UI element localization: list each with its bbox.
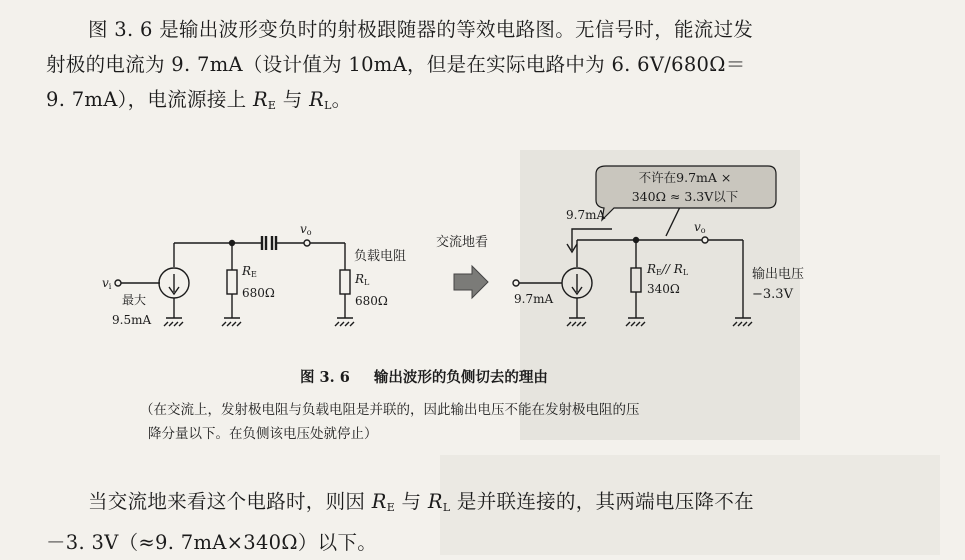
load-resistor-label: 负载电阻 — [354, 249, 407, 264]
text-run: 。 — [331, 88, 352, 111]
paragraph-2-line-2: －3. 3V（≈9. 7mA×340Ω）以下。 — [46, 531, 378, 554]
caption-title: 输出波形的负侧切去的理由 — [373, 369, 548, 386]
text-run: 9. 7mA），电流源接上 — [46, 88, 253, 111]
paragraph-2-line-1 — [46, 484, 926, 525]
re-subscript: E — [267, 99, 277, 112]
re-resistor — [227, 270, 237, 294]
vi-symbol: v — [102, 276, 109, 290]
rl-subscript: L — [364, 278, 370, 287]
vi-label — [102, 276, 111, 294]
output-voltage-label: 输出电压 — [752, 267, 805, 282]
caption-note — [140, 398, 800, 446]
rl-subscript: L — [324, 99, 332, 112]
rl-subscript: L — [682, 268, 689, 277]
output-terminal-left — [304, 240, 310, 246]
paragraph-1-line-1: 图 3. 6 是输出波形变负时的射极跟随器的等效电路图。无信号时，能流过发 — [88, 18, 754, 41]
coupling-capacitor — [262, 236, 276, 250]
re-label — [242, 264, 257, 282]
re-symbol: R — [242, 264, 252, 278]
callout-text — [600, 168, 770, 206]
re-value: 680Ω — [242, 286, 275, 300]
current-top-label: 9.7mA — [566, 208, 606, 222]
input-terminal — [115, 280, 121, 286]
parallel-value: 340Ω — [647, 282, 680, 296]
vo-label-left — [300, 222, 312, 240]
ground-symbol — [164, 318, 183, 326]
vo-symbol: v — [300, 222, 307, 236]
vo-subscript: o — [306, 228, 312, 237]
vo-symbol: v — [694, 220, 701, 234]
re-subscript: E — [386, 501, 396, 514]
paragraph-2 — [46, 484, 926, 560]
source-max-value: 9.5mA — [112, 313, 152, 327]
text-run: 是并联连接的，其两端电压降不在 — [450, 490, 754, 513]
rl-resistor — [340, 270, 350, 294]
callout-line-2: 340Ω ≈ 3.3V以下 — [631, 189, 739, 204]
ground-symbol — [335, 318, 354, 326]
vo-subscript: o — [700, 226, 706, 235]
current-source-label: 9.7mA — [514, 292, 554, 306]
transform-arrow — [454, 266, 488, 298]
rl-symbol: R — [427, 490, 443, 513]
caption-note-line-1: （在交流上，发射极电阻与负载电阻是并联的，因此输出电压不能在发射极电阻的压 — [140, 402, 640, 418]
rl-symbol: R — [309, 88, 325, 111]
rl-label — [355, 272, 369, 290]
re-subscript: E — [656, 268, 662, 277]
ac-view-label: 交流地看 — [436, 235, 489, 250]
text-run: 当交流地来看这个电路时，则因 — [88, 490, 372, 513]
caption-number: 图 3. 6 — [300, 369, 350, 386]
rl-symbol: R — [355, 272, 365, 286]
figure-caption — [300, 366, 548, 387]
callout-line-1: 不许在9.7mA × — [638, 170, 732, 185]
rl-value: 680Ω — [355, 294, 388, 308]
parallel-operator: // R — [661, 262, 683, 276]
re-symbol: R — [371, 490, 387, 513]
output-voltage-value: −3.3V — [752, 287, 793, 302]
source-max-label: 最大 — [122, 293, 147, 307]
parallel-label — [647, 262, 688, 280]
re-subscript: E — [251, 270, 257, 279]
re-symbol: R — [647, 262, 657, 276]
vo-label-right — [694, 220, 706, 238]
paragraph-1-line-2: 射极的电流为 9. 7mA（设计值为 10mA，但是在实际电路中为 6. 6V/680Ω＝ — [46, 53, 746, 76]
text-run: 与 — [395, 490, 428, 513]
text-run: 与 — [276, 88, 310, 111]
caption-note-line-2: 降分量以下。在负侧该电压处就停止） — [148, 426, 378, 442]
input-terminal-right — [513, 280, 519, 286]
rl-subscript: L — [442, 501, 451, 514]
re-symbol: R — [252, 88, 268, 111]
ground-symbol — [222, 318, 241, 326]
vi-subscript: i — [108, 282, 112, 291]
